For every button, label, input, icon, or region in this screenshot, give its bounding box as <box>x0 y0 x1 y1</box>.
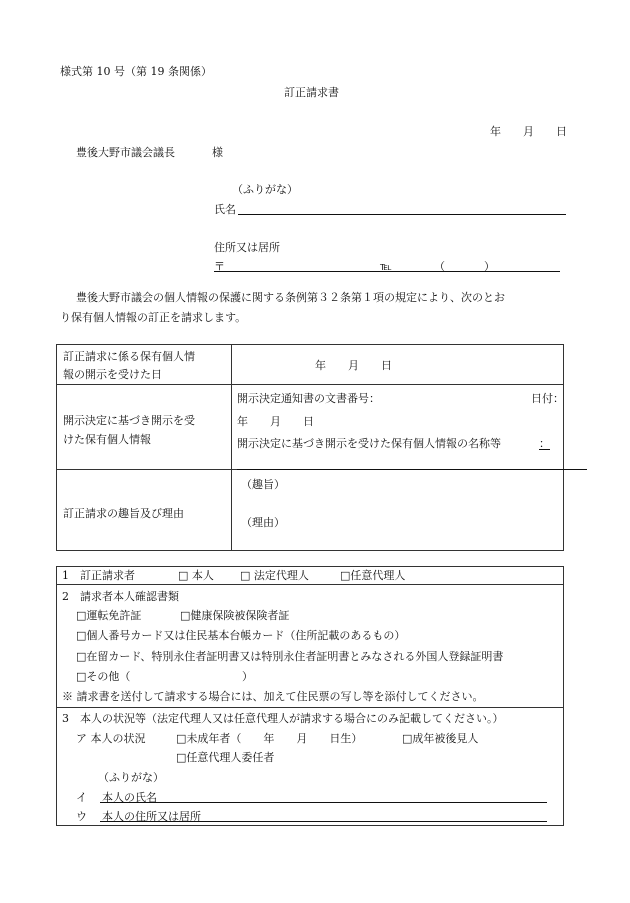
principal-address-field[interactable] <box>100 821 547 822</box>
addressee-honorific: 様 <box>212 146 223 159</box>
form-number-label: 様式第 10 号（第 19 条関係） <box>60 65 212 78</box>
document-number-label: 開示決定通知書の文書番号： <box>237 392 380 405</box>
disclosure-date-label-2: 報の開示を受けた日 <box>63 368 162 381</box>
reason-label[interactable]: （理由） <box>241 516 285 529</box>
my-number-card-checkbox[interactable]: □個人番号カード又は住民基本台帳カード（住所記載のあるもの） <box>76 629 406 642</box>
applicant-furigana-label: （ふりがな） <box>232 183 298 196</box>
disclosed-info-label-1: 開示決定に基づき開示を受 <box>63 414 195 427</box>
date-line[interactable]: 年 月 日 <box>490 125 567 138</box>
other-document-close: ） <box>242 670 253 683</box>
tel-paren-open: （ <box>434 260 445 273</box>
document-date-value[interactable]: 年 月 日 <box>237 415 314 428</box>
tel-mark: ℡ <box>380 260 392 273</box>
mail-note: ※ 請求書を送付して請求する場合には、加えて住民票の写し等を添付してください。 <box>62 690 484 703</box>
other-document-checkbox[interactable]: □その他（ <box>76 670 131 683</box>
principal-status-label: ア 本人の状況 <box>76 732 146 745</box>
id-documents-label: 2 請求者本人確認書類 <box>62 590 179 603</box>
voluntary-principal-checkbox[interactable]: □任意代理人委任者 <box>176 751 275 764</box>
disclosure-date-label-1: 訂正請求に係る保有個人情 <box>63 350 195 363</box>
requester-self-checkbox[interactable]: □ 本人 <box>178 569 214 582</box>
adult-guardianship-checkbox[interactable]: □成年被後見人 <box>402 732 479 745</box>
disclosure-date-value[interactable]: 年 月 日 <box>315 359 392 372</box>
applicant-name-label: 氏名 <box>214 203 236 216</box>
document-date-label: 日付： <box>531 392 564 405</box>
disclosed-info-name-label: 開示決定に基づき開示を受けた保有個人情報の名称等 <box>237 437 501 450</box>
principal-status-heading: 3 本人の状況等（法定代理人又は任意代理人が請求する場合にのみ記載してください。） <box>62 712 504 725</box>
intro-line-1: 豊後大野市議会の個人情報の保護に関する条例第３２条第１項の規定により、次のとお <box>76 291 505 304</box>
health-insurance-checkbox[interactable]: □健康保険被保険者証 <box>180 609 290 622</box>
purpose-label[interactable]: （趣旨） <box>241 478 285 491</box>
drivers-license-checkbox[interactable]: □運転免許証 <box>76 609 142 622</box>
disclosed-info-label-2: けた保有個人情報 <box>63 433 151 446</box>
principal-furigana-label: （ふりがな） <box>98 771 164 784</box>
requester-type-label: 1 訂正請求者 <box>62 569 135 582</box>
principal-name-field[interactable] <box>100 802 547 803</box>
principal-address-marker: ウ <box>76 810 87 823</box>
tel-paren-close: ） <box>484 260 495 273</box>
applicant-name-field[interactable] <box>238 214 566 215</box>
requester-legal-agent-checkbox[interactable]: □ 法定代理人 <box>240 569 309 582</box>
minor-checkbox[interactable]: □未成年者（ 年 月 日生） <box>176 732 363 745</box>
principal-name-marker: イ <box>76 791 87 804</box>
disclosed-info-name-colon: ： <box>539 437 550 450</box>
addressee-name: 豊後大野市議会議長 <box>76 146 175 159</box>
disclosed-info-name-field[interactable] <box>237 469 587 470</box>
principal-address-label: 本人の住所又は居所 <box>102 810 201 823</box>
residence-card-checkbox[interactable]: □在留カード、特別永住者証明書又は特別永住者証明書とみなされる外国人登録証明書 <box>76 650 504 663</box>
requester-voluntary-agent-checkbox[interactable]: □任意代理人 <box>340 569 406 582</box>
postal-mark: 〒 <box>214 260 225 273</box>
purpose-reason-label: 訂正請求の趣旨及び理由 <box>63 507 184 520</box>
intro-line-2: り保有個人情報の訂正を請求します。 <box>60 311 247 324</box>
page-title: 訂正請求書 <box>284 86 339 99</box>
request-details-table <box>56 344 564 551</box>
applicant-address-field[interactable] <box>214 271 560 272</box>
principal-name-label: 本人の氏名 <box>102 791 157 804</box>
applicant-address-label: 住所又は居所 <box>214 241 280 254</box>
